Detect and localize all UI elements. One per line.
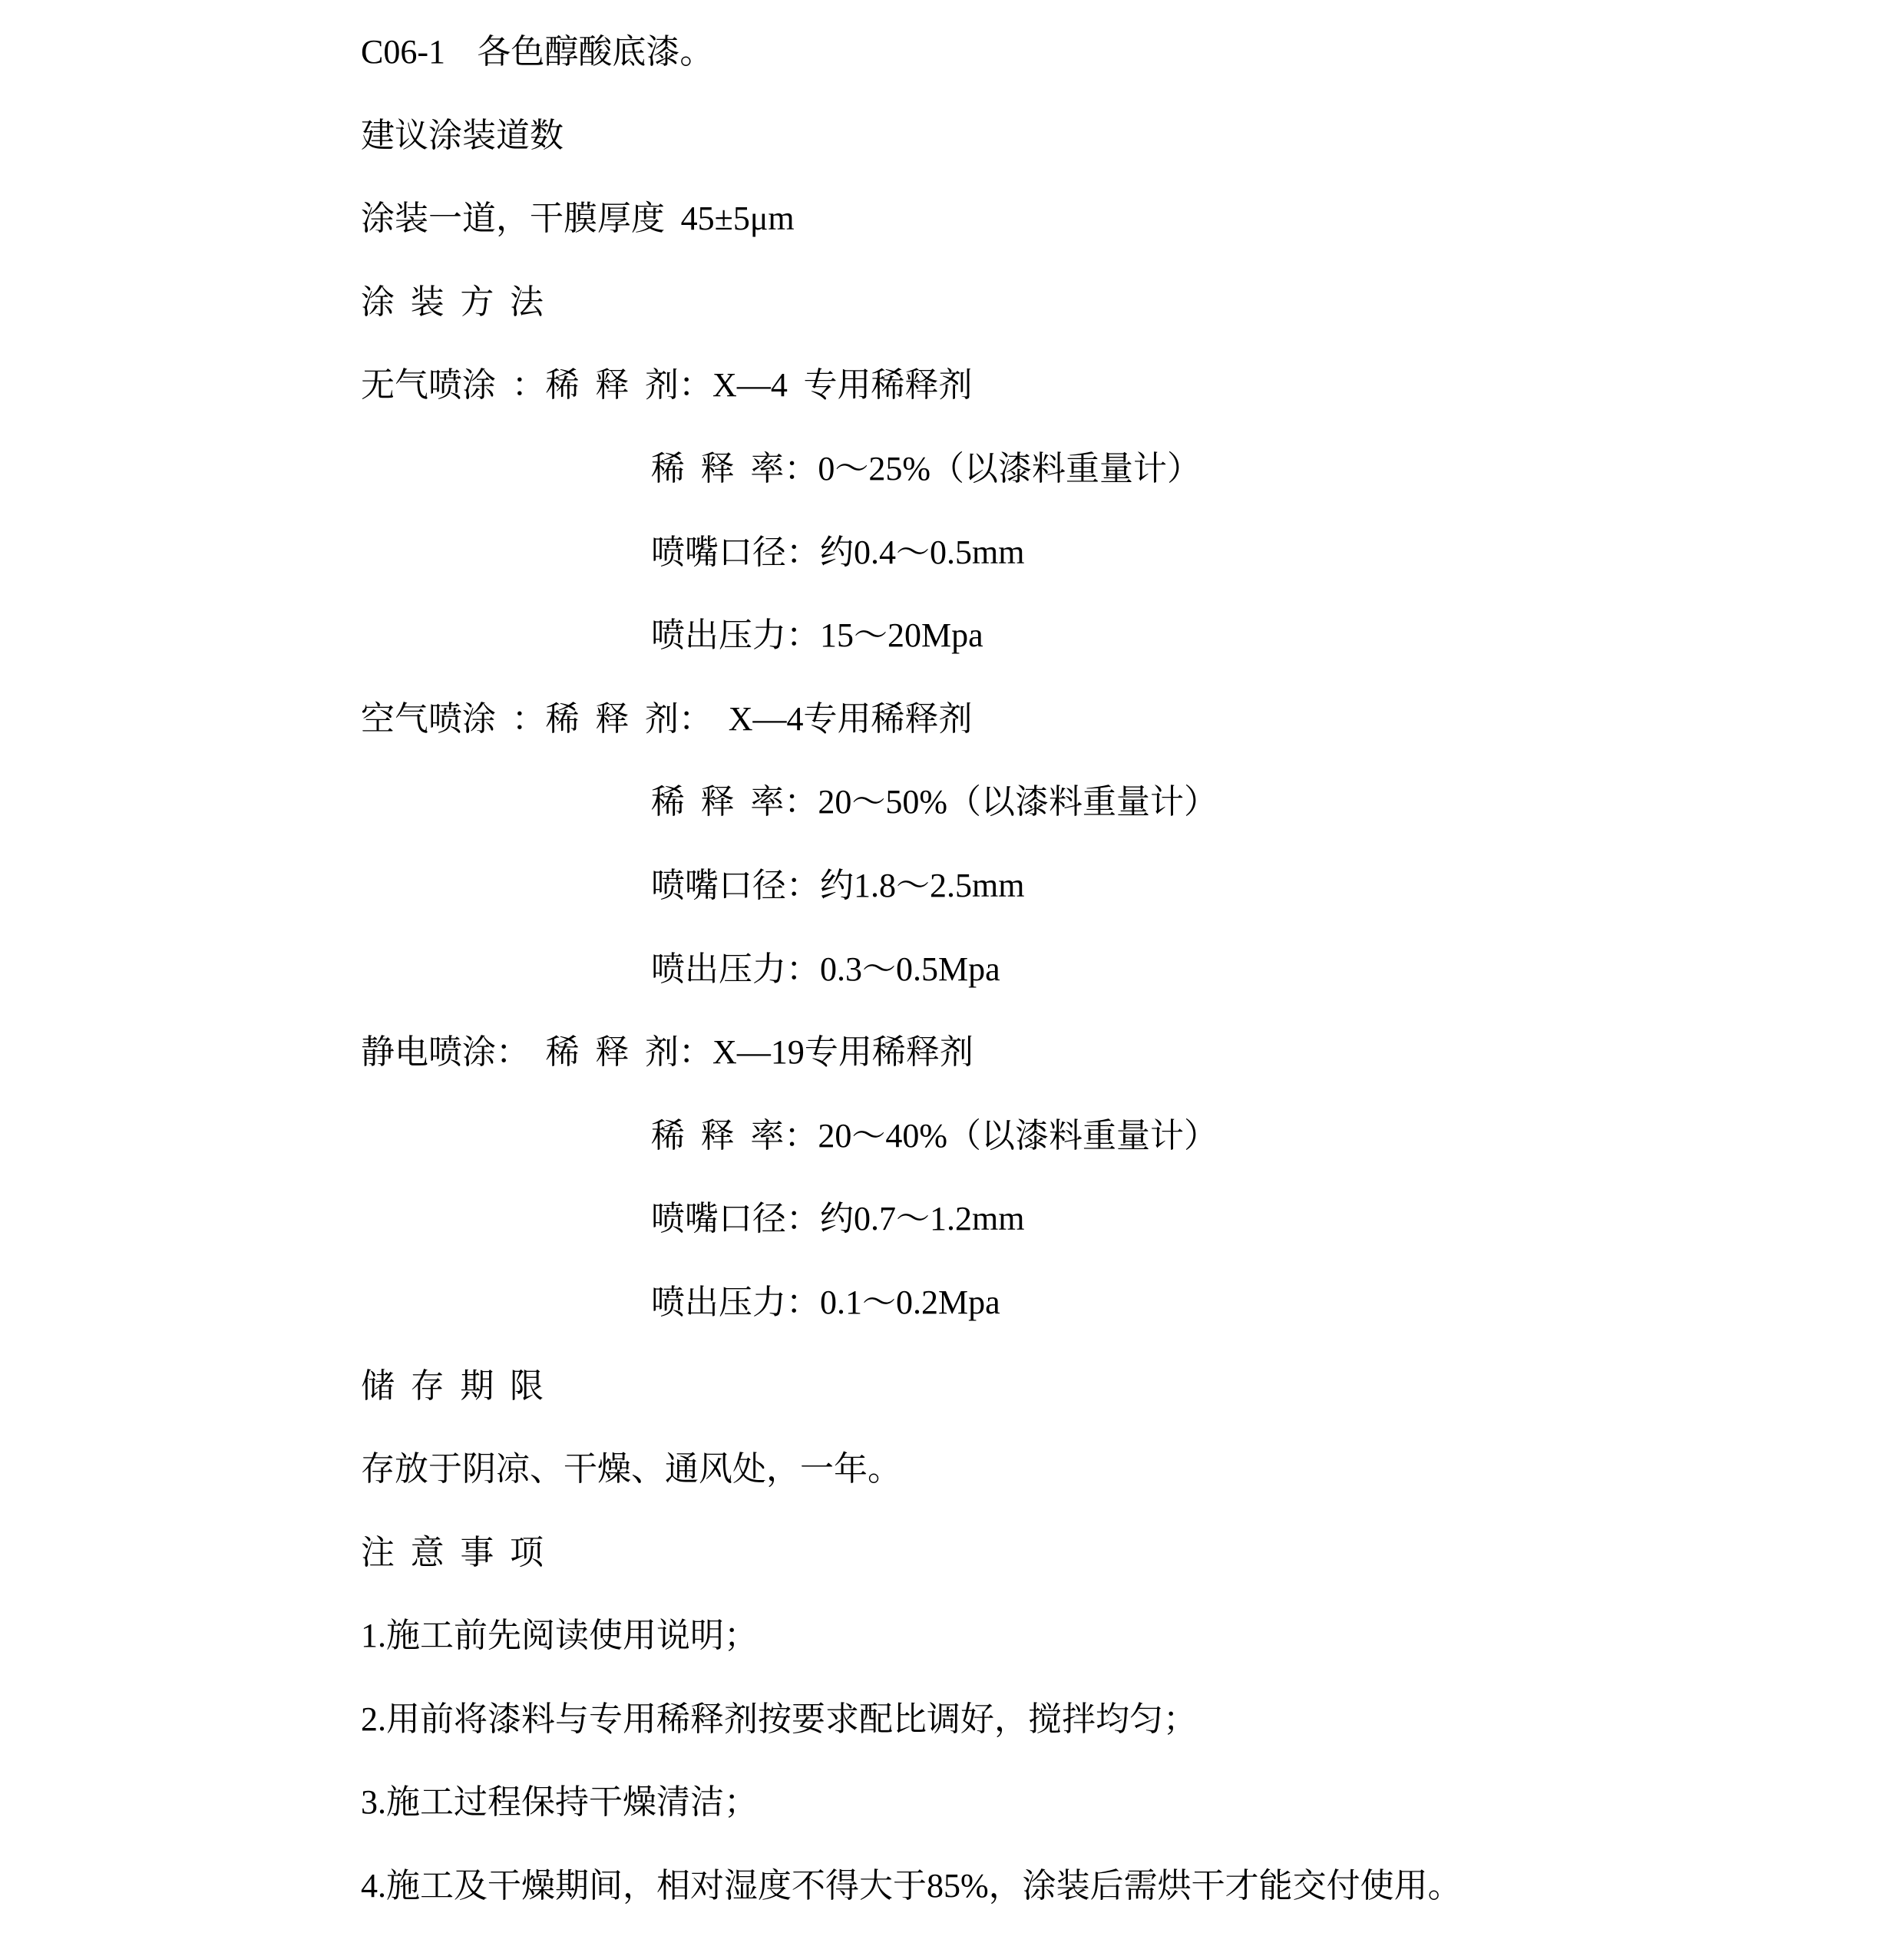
heading-application-methods: 涂 装 方 法	[361, 282, 544, 321]
line-airless-spray-pressure: 喷出压力：15～20Mpa	[651, 616, 983, 655]
line-electrostatic-dilution-rate: 稀 释 率：20～40%（以漆料重量计）	[651, 1116, 1218, 1155]
product-code-line: C06-1 各色醇酸底漆。	[361, 33, 714, 71]
line-precaution-1: 1.施工前先阅读使用说明；	[361, 1617, 758, 1655]
line-electrostatic-spray-thinner: 静电喷涂： 稀 释 剂：X—19专用稀释剂	[361, 1033, 973, 1072]
line-air-dilution-rate: 稀 释 率：20～50%（以漆料重量计）	[651, 783, 1218, 821]
line-precaution-3: 3.施工过程保持干燥清洁；	[361, 1783, 758, 1822]
heading-storage-period: 储 存 期 限	[361, 1366, 544, 1405]
line-coating-thickness: 涂装一道，干膜厚度 45±5μm	[361, 200, 795, 238]
heading-precautions: 注 意 事 项	[361, 1533, 544, 1571]
line-precaution-2: 2.用前将漆料与专用稀释剂按要求配比调好，搅拌均匀；	[361, 1700, 1197, 1738]
line-precaution-4: 4.施工及干燥期间，相对湿度不得大于85%，涂装后需烘干才能交付使用。	[361, 1867, 1462, 1905]
line-air-spray-pressure: 喷出压力：0.3～0.5Mpa	[651, 950, 1000, 988]
line-air-nozzle-diameter: 喷嘴口径：约1.8～2.5mm	[651, 866, 1025, 904]
line-electrostatic-spray-pressure: 喷出压力：0.1～0.2Mpa	[651, 1283, 1000, 1321]
line-storage-conditions: 存放于阴凉、干燥、通风处，一年。	[361, 1450, 901, 1488]
line-airless-dilution-rate: 稀 释 率：0～25%（以漆料重量计）	[651, 449, 1202, 487]
line-airless-spray-thinner: 无气喷涂 ：稀 释 剂：X—4 专用稀释剂	[361, 366, 973, 405]
line-electrostatic-nozzle-diameter: 喷嘴口径：约0.7～1.2mm	[651, 1200, 1025, 1238]
line-airless-nozzle-diameter: 喷嘴口径：约0.4～0.5mm	[651, 533, 1025, 571]
line-air-spray-thinner: 空气喷涂 ：稀 释 剂： X—4专用稀释剂	[361, 699, 973, 738]
heading-suggested-coating-passes: 建议涂装道数	[361, 116, 564, 154]
